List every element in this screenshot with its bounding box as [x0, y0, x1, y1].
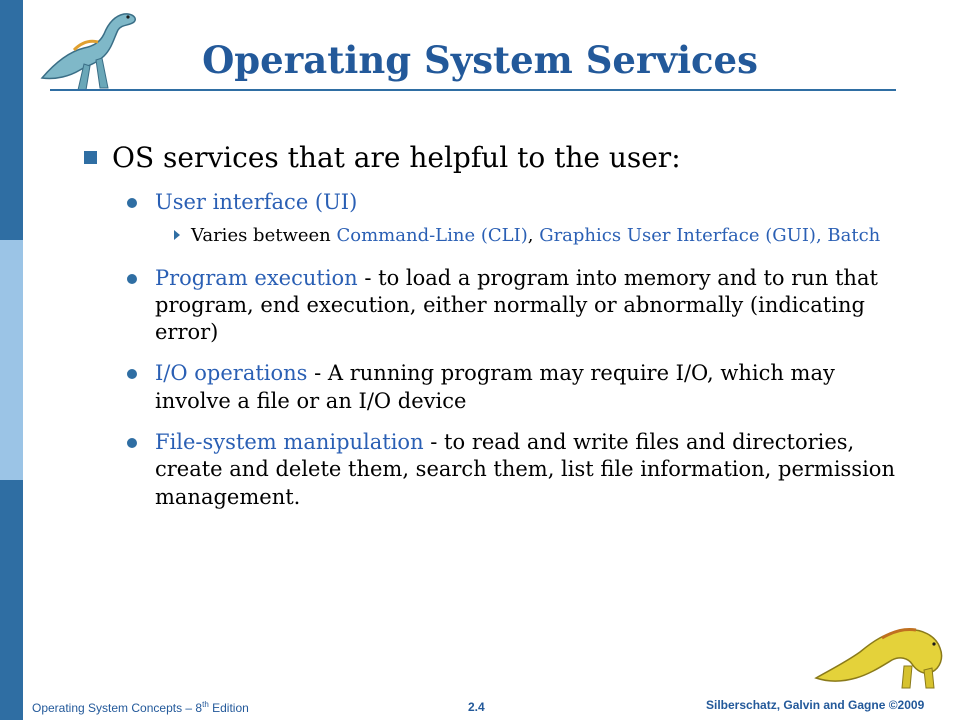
- list-item: [84, 189, 904, 216]
- sub-list-item: [84, 224, 904, 248]
- item-term: I/O operations: [155, 361, 308, 386]
- main-bullet: [84, 140, 904, 175]
- item-text: - to load a program into memory and to run that program, end execution, either normally or abnormally (indicating error): [155, 265, 878, 345]
- sub-term-cli: Command-Line (CLI): [336, 225, 528, 247]
- page-title: Operating System Services: [202, 38, 758, 82]
- item-term: User interface (UI): [155, 190, 358, 214]
- sub-term-gui: Graphics User Interface (GUI), Batch: [539, 225, 881, 247]
- item-text: - A running program may require I/O, which may involve a file or an I/O device: [155, 361, 835, 413]
- round-bullet-icon: [127, 369, 137, 379]
- round-bullet-icon: [127, 438, 137, 448]
- footer-page-number: 2.4: [468, 700, 485, 714]
- round-bullet-icon: [127, 198, 137, 208]
- triangle-bullet-icon: [174, 230, 180, 240]
- item-term: Program execution: [155, 265, 358, 290]
- sub-prefix: Varies between: [191, 225, 337, 247]
- round-bullet-icon: [127, 274, 137, 284]
- footer-left: [32, 700, 249, 715]
- dinosaur-footer-icon: [812, 618, 954, 692]
- item-text: - to read and write files and directories, create and delete them, search them, list file information, permission management.: [155, 430, 895, 509]
- footer-edition-sup: th: [202, 700, 209, 709]
- footer-book-title: Operating System Concepts – 8: [32, 701, 203, 715]
- list-item: [84, 429, 904, 511]
- footer-edition-label: Edition: [208, 701, 249, 715]
- square-bullet-icon: [84, 151, 97, 164]
- main-heading: OS services that are helpful to the user:: [112, 141, 681, 174]
- left-sidebar-highlight: [0, 240, 23, 480]
- item-term: File-system manipulation: [155, 430, 424, 455]
- list-item: [84, 360, 904, 415]
- list-item: [84, 265, 904, 347]
- sub-separator: ,: [527, 225, 540, 247]
- title-underline: [50, 89, 896, 91]
- slide-content: [84, 140, 904, 519]
- footer-authors: Silberschatz, Galvin and Gagne ©2009: [706, 698, 925, 712]
